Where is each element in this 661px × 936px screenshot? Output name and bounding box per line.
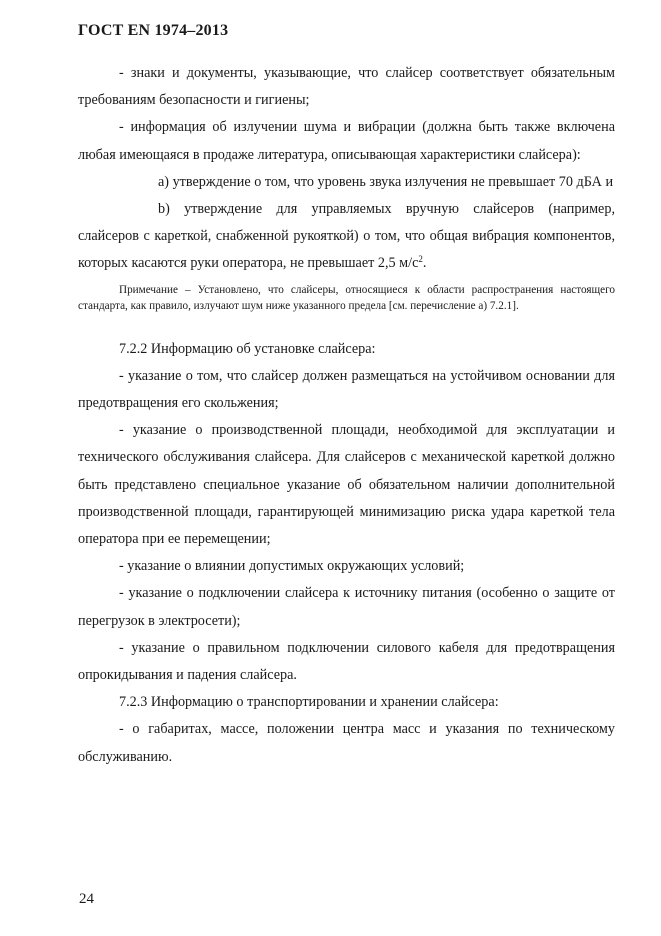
page-number: 24 <box>79 891 94 907</box>
spacer <box>78 314 615 336</box>
list-item-b-end: . <box>422 255 427 272</box>
list-item-environment: - указание о влиянии допустимых окружающих условий; <box>119 558 465 575</box>
list-item-signs: - знаки и документы, указывающие, что слайсер соответствует обязательным требованиям безопасности и гигиены; <box>78 65 615 109</box>
list-item-placement: - указание о том, что слайсер должен размещаться на устойчивом основании для предотвращения его скольжения; <box>78 367 615 412</box>
list-item-a: а) утверждение о том, что уровень звука излучения не превышает 70 дБА и <box>158 173 614 190</box>
document-header: ГОСТ EN 1974–2013 <box>78 22 229 39</box>
note: Примечание – Установлено, что слайсеры, относящиеся к области распространения настоящего стандарта, как правило, излучают шум ниже указанного предела [см. перечисление а) 7.2.1]. <box>78 283 615 312</box>
document-body <box>78 60 615 771</box>
section-heading-7-2-2: 7.2.2 Информацию об установке слайсера: <box>119 340 376 357</box>
list-item-noise-info: - информация об излучении шума и вибрации (должна быть также включена любая имеющаяся в продаже литература, описывающая характеристики слайсера): <box>78 119 615 163</box>
list-item-b <box>78 196 615 278</box>
section-heading-7-2-3: 7.2.3 Информацию о транспортировании и хранении слайсера: <box>119 694 499 711</box>
list-item-cable: - указание о правильном подключении силового кабеля для предотвращения опрокидывания и падения слайсера. <box>78 639 615 684</box>
list-item-power: - указание о подключении слайсера к источнику питания (особенно о защите от перегрузок в электросети); <box>78 585 615 629</box>
list-item-dimensions: - о габаритах, массе, положении центра масс и указания по техническому обслуживанию. <box>78 721 615 765</box>
list-item-b-text: b) утверждение для управляемых вручную слайсеров (например, слайсеров с кареткой, снабженной рукояткой) о том, что общая вибрация компонентов, которых касаются руки оператора, не превышает 2,5 м/с <box>78 201 615 272</box>
list-item-area: - указание о производственной площади, необходимой для эксплуатации и технического обслуживания слайсера. Для слайсеров с механической кареткой должно быть представлено специальное указание об обязательном наличии дополнительной производственной площади, гарантирующей минимизацию риска удара кареткой тела оператора при ее перемещении; <box>78 422 615 548</box>
superscript: 2 <box>418 254 423 265</box>
